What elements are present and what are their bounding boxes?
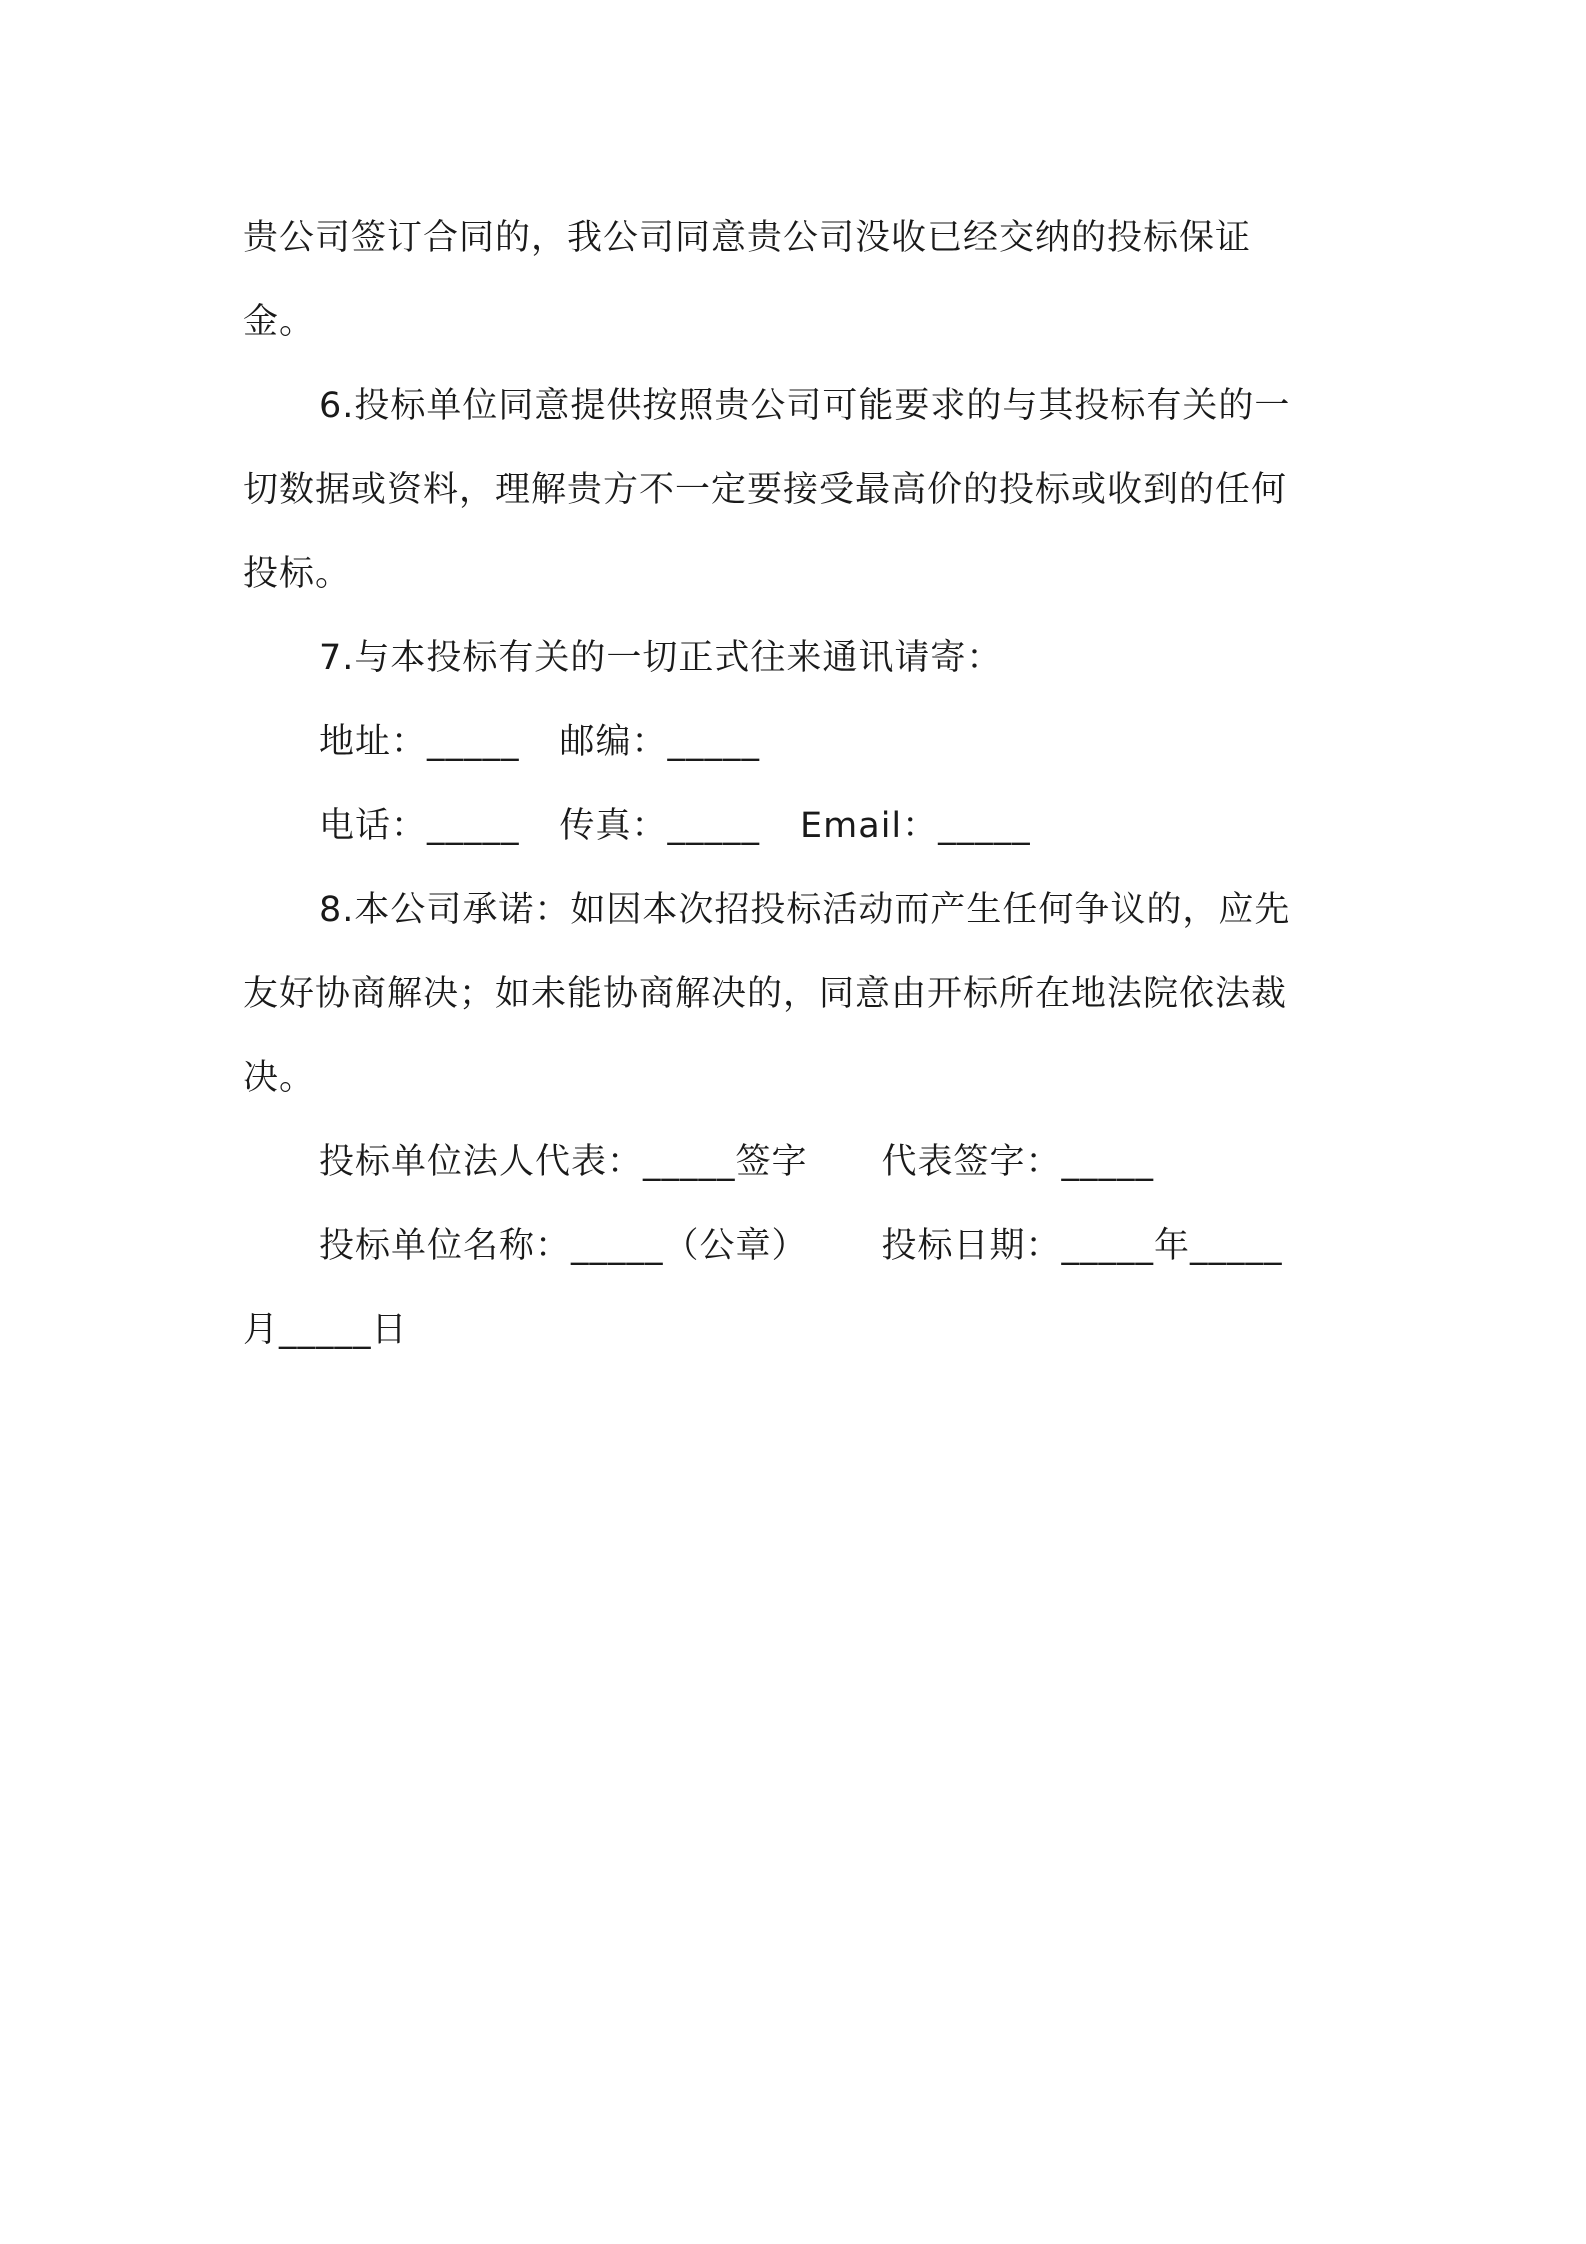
signature-row-1: [243, 1120, 1353, 1204]
fax-field: 传真：_____: [559, 806, 761, 846]
item6-line1: 6.投标单位同意提供按照贵公司可能要求的与其投标有关的一: [319, 386, 1291, 426]
item8-line2: 友好协商解决；如未能协商解决的，同意由开标所在地法院依法裁: [243, 974, 1288, 1014]
rep-sign-field: 代表签字：_____: [881, 1142, 1155, 1182]
bid-date-cont: 月_____日: [243, 1310, 408, 1350]
item5-line1: 贵公司签订合同的，我公司同意贵公司没收已经交纳的投标保证: [243, 218, 1252, 258]
email-field: Email：_____: [800, 806, 1031, 846]
company-name-field: 投标单位名称：_____（公章）: [319, 1226, 808, 1266]
item8-line3: 决。: [243, 1058, 316, 1098]
contact-row-2: [243, 784, 1353, 868]
document-body: [243, 196, 1353, 1372]
contact-row-1: [243, 700, 1353, 784]
phone-field: 电话：_____: [319, 806, 520, 846]
item7-line1: 7.与本投标有关的一切正式往来通讯请寄：: [319, 638, 1003, 678]
postcode-field: 邮编：_____: [559, 722, 761, 762]
item6-line3: 投标。: [243, 554, 352, 594]
address-field: 地址：_____: [319, 722, 520, 762]
signature-row-2: [243, 1204, 1353, 1288]
item6-line2: 切数据或资料，理解贵方不一定要接受最高价的投标或收到的任何: [243, 470, 1288, 510]
legal-rep-field: 投标单位法人代表：_____签字: [319, 1142, 808, 1182]
item5-line2: 金。: [243, 302, 316, 342]
item8-line1: 8.本公司承诺：如因本次招投标活动而产生任何争议的，应先: [319, 890, 1291, 930]
bid-date-field: 投标日期：_____年_____: [881, 1226, 1283, 1266]
